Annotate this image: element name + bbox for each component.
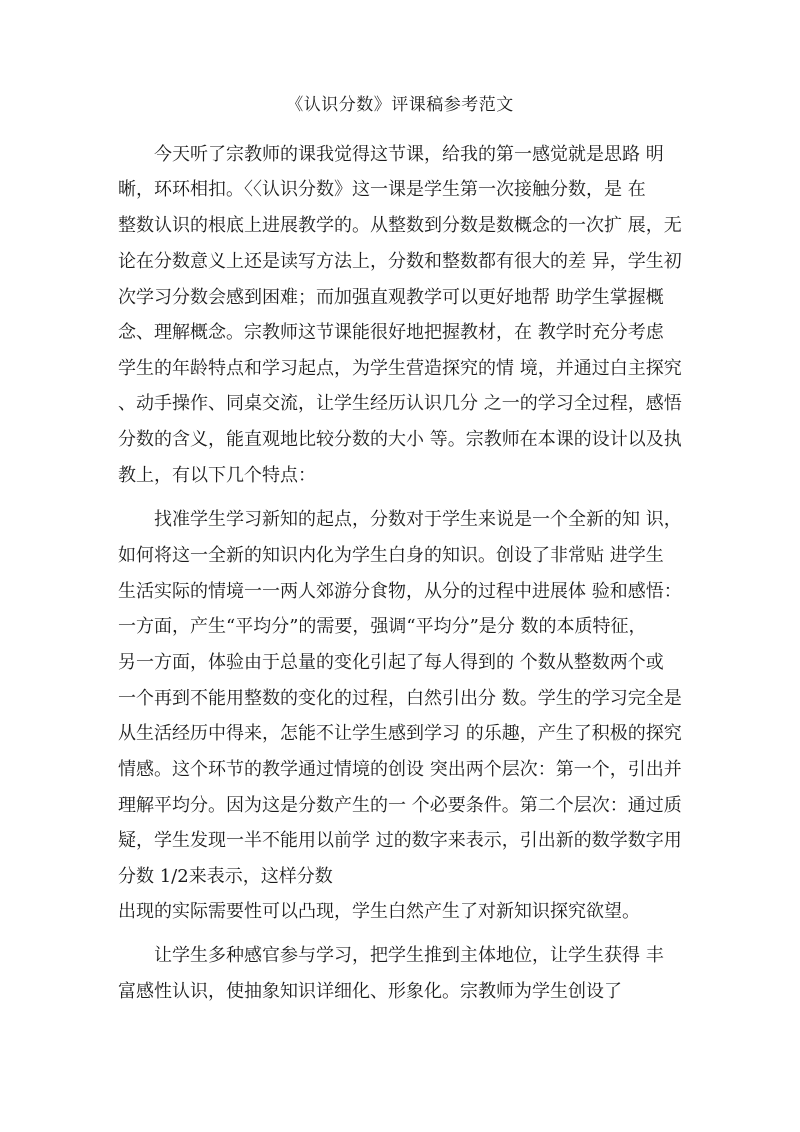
paragraph-2-line-6: 一个再到不能用整数的变化的过程，白然引出分 数。学生的学习完全是: [118, 688, 682, 709]
paragraph-1-line-2: 晰，环环相扣。〈〈认识分数》这一课是学生第一次接触分数，是 在: [118, 179, 646, 200]
paragraph-2-line-5: 另一方面，体验由于总量的变化引起了每人得到的 个数从整数两个或: [118, 652, 664, 673]
paragraph-2-line-4: 一方面，产生“平均分”的需要，强调“平均分”是分 数的本质特征，: [118, 616, 647, 637]
paragraph-1-line-3: 整数认识的根底上进展教学的。从整数到分数是数概念的一次扩 展，无: [118, 215, 682, 236]
paragraph-3-line-1: 让学生多种感官参与学习，把学生推到主体地位，让学生获得 丰: [154, 945, 664, 966]
paragraph-1-line-7: 学生的年龄特点和学习起点，为学生营造探究的情 境，并通过白主探究: [118, 358, 682, 379]
paragraph-2-line-3: 生活实际的情境一一两人郊游分食物，从分的过程中进展体 验和感悟：: [118, 581, 682, 602]
paragraph-2-line-7: 从生活经历中得来，怎能不让学生感到学习 的乐趣，产生了积极的探究: [118, 723, 682, 744]
paragraph-2-line-9: 理解平均分。因为这是分数产生的一 个必要条件。第二个层次：通过质: [118, 795, 682, 816]
paragraph-3-line-2: 富感性认识，使抽象知识详细化、形象化。宗教师为学生创设了: [118, 981, 622, 1002]
paragraph-2-line-12: 出现的实际需要性可以凸现，学生白然产生了对新知识探究欲望。: [118, 901, 640, 922]
paragraph-2-line-10: 疑，学生发现一半不能用以前学 过的数字来表示，引出新的数学数字用: [118, 830, 682, 851]
document-title: 《认识分数》评课稿参考范文: [286, 95, 514, 115]
paragraph-1-line-8: 、动手操作、同桌交流，让学生经历认识几分 之一的学习全过程，感悟: [118, 393, 682, 414]
paragraph-2-line-1: 找准学生学习新知的起点，分数对于学生来说是一个全新的知 识，: [154, 509, 682, 530]
paragraph-1-line-5: 次学习分数会感到困难；而加强直观教学可以更好地帮 助学生掌握概: [118, 287, 664, 308]
paragraph-2-line-11: 分数 1/2来表示，这样分数: [118, 866, 333, 887]
paragraph-1-line-9: 分数的含义，能直观地比较分数的大小 等。宗教师在本课的设计以及执: [118, 429, 682, 450]
paragraph-2-line-2: 如何将这一全新的知识内化为学生白身的知识。创设了非常贴 进学生: [118, 545, 664, 566]
paragraph-1-line-1: 今天听了宗教师的课我觉得这节课，给我的第一感觉就是思路 明: [154, 144, 664, 165]
paragraph-2-line-8: 情感。这个环节的教学通过情境的创设 突出两个层次：第一个，引出并: [118, 759, 682, 780]
paragraph-1-line-6: 念、理解概念。宗教师这节课能很好地把握教材，在 教学时充分考虑: [118, 322, 664, 343]
paragraph-1-line-10: 教上，有以下几个特点：: [118, 465, 316, 486]
paragraph-1-line-4: 论在分数意义上还是读写方法上，分数和整数都有很大的差 异，学生初: [118, 251, 682, 272]
